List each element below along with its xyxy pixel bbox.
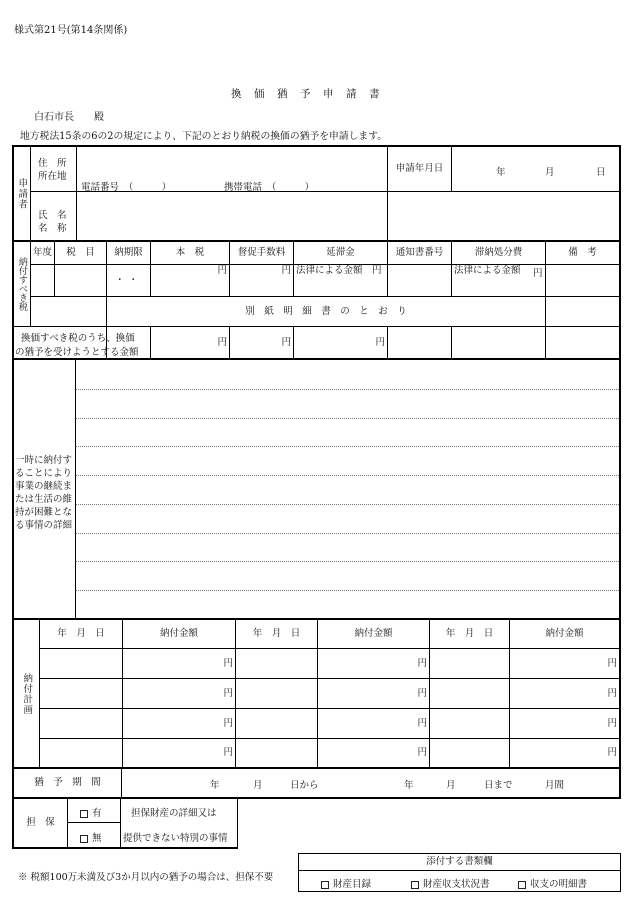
header-fiscal-year: 年度 [32, 247, 52, 259]
applicant-side-label: 申請者 [16, 177, 28, 210]
attachment-property-list[interactable]: 財産目録 [321, 876, 371, 890]
disposition-fee-yen: 円 [533, 268, 543, 279]
collateral-no-checkbox[interactable] [80, 835, 88, 843]
plan-date-header-1: 年 月 日 [57, 628, 105, 640]
plan-amount-header-3: 納付金額 [545, 628, 584, 640]
attachment-income-expense-detail[interactable]: 収支の明細書 [518, 876, 587, 890]
header-tax-item: 税 目 [66, 247, 95, 259]
period-months: 月間 [545, 780, 565, 791]
addressee: 白石市長 殿 [34, 112, 104, 123]
collateral-label: 担 保 [26, 817, 55, 829]
collateral-detail-line2: 提供できない特別の事情 [123, 833, 228, 844]
period-from-month: 月 [253, 780, 263, 791]
plan-amount-yen[interactable]: 円 [607, 687, 617, 699]
reason-label-line3: 事業の継続ま [15, 481, 73, 492]
collateral-yes-checkbox[interactable] [80, 810, 88, 818]
plan-amount-header-2: 納付金額 [354, 628, 393, 640]
period-from-day: 日から [290, 780, 319, 791]
collateral-yes-option[interactable]: 有 [80, 805, 102, 819]
form-number: 様式第21号(第14条関係) [14, 25, 128, 36]
reason-label-line2: ることにより [15, 468, 73, 479]
deferral-amount-label-line1: 換価すべき税のうち、換価 [21, 333, 135, 344]
deferral-amount-label-line2: の猶予を受けようとする金額 [15, 347, 139, 358]
plan-amount-yen[interactable]: 円 [417, 717, 427, 729]
collateral-no-option[interactable]: 無 [80, 830, 102, 844]
collateral-note: ※ 税額100万未満及び3か月以内の猶予の場合は、担保不要 [18, 872, 274, 883]
header-due-date: 納期限 [114, 247, 143, 259]
address-label: 住 所 [38, 158, 67, 169]
deferral-demand-yen[interactable]: 円 [281, 337, 291, 349]
date-month: 月 [545, 167, 555, 178]
attachments-title: 添付する書類欄 [426, 856, 493, 868]
plan-amount-yen[interactable]: 円 [223, 687, 233, 699]
reason-label-line4: たは生活の維 [15, 494, 73, 505]
attachment-checkbox[interactable] [518, 881, 526, 889]
period-to-year: 年 [404, 780, 414, 791]
plan-amount-yen[interactable]: 円 [417, 747, 427, 759]
header-disposition-fee: 滞納処分費 [474, 247, 523, 259]
header-remarks: 備 考 [568, 247, 597, 259]
due-date-placeholder[interactable]: ・・ [114, 274, 142, 286]
plan-amount-yen[interactable]: 円 [223, 717, 233, 729]
header-late-fee: 延滞金 [326, 247, 355, 259]
corporate-name-label: 名 称 [38, 223, 67, 234]
period-to-day: 日まで [484, 780, 513, 791]
plan-amount-yen[interactable]: 円 [607, 747, 617, 759]
plan-amount-yen[interactable]: 円 [607, 657, 617, 669]
header-demand-fee: 督促手数料 [237, 247, 286, 259]
table-border-right [619, 145, 621, 797]
principal-tax-yen[interactable]: 円 [217, 265, 227, 277]
reason-label-line6: る事情の詳細 [15, 520, 73, 531]
period-from-year: 年 [210, 780, 220, 791]
reason-label-line1: 一時に納付す [15, 455, 73, 466]
plan-date-header-2: 年 月 日 [252, 628, 301, 640]
deferral-late-fee-yen[interactable]: 円 [375, 337, 385, 349]
plan-amount-yen[interactable]: 円 [223, 657, 233, 669]
date-day: 日 [596, 167, 606, 178]
separate-sheet-note: 別 紙 明 細 書 の と お り [245, 305, 407, 317]
attachment-checkbox[interactable] [411, 881, 419, 889]
header-principal-tax: 本 税 [175, 247, 205, 259]
late-fee-legal-amount[interactable]: 法律による金額 円 [296, 265, 382, 277]
mobile-label: 携帯電話 （ ） [224, 182, 315, 193]
plan-amount-header-1: 納付金額 [159, 628, 198, 640]
tax-side-label: 納付すべき税 [16, 257, 27, 311]
name-label: 氏 名 [38, 210, 67, 221]
plan-side-label: 納付計画 [21, 672, 33, 715]
plan-amount-yen[interactable]: 円 [417, 687, 427, 699]
disposition-fee-legal-amount[interactable]: 法律による金額 [454, 265, 521, 277]
plan-amount-yen[interactable]: 円 [417, 657, 427, 669]
plan-amount-yen[interactable]: 円 [223, 747, 233, 759]
reason-label-line5: 持が困難とな [15, 507, 73, 518]
application-date-label: 申請年月日 [395, 163, 444, 175]
collateral-detail-line1: 担保財産の詳細又は [131, 808, 217, 819]
intro-text: 地方税法15条の6の2の規定により、下記のとおり納税の換価の猶予を申請します。 [20, 131, 388, 142]
phone-label: 電話番号 （ ） [81, 182, 172, 193]
reason-text-area[interactable] [77, 360, 618, 617]
demand-fee-yen[interactable]: 円 [281, 265, 291, 277]
deferral-principal-yen[interactable]: 円 [217, 337, 227, 349]
period-to-month: 月 [446, 780, 456, 791]
header-notice-number: 通知書番号 [395, 247, 444, 259]
plan-date-header-3: 年 月 日 [445, 628, 494, 640]
plan-amount-yen[interactable]: 円 [607, 717, 617, 729]
date-year: 年 [496, 167, 506, 178]
page-title: 換 価 猶 予 申 請 書 [231, 88, 381, 100]
period-label: 猶 予 期 間 [34, 777, 101, 789]
attachment-property-income-status[interactable]: 財産収支状況書 [411, 876, 490, 890]
attachment-checkbox[interactable] [321, 881, 329, 889]
table-border-top [12, 145, 621, 147]
location-label: 所在地 [38, 171, 67, 182]
